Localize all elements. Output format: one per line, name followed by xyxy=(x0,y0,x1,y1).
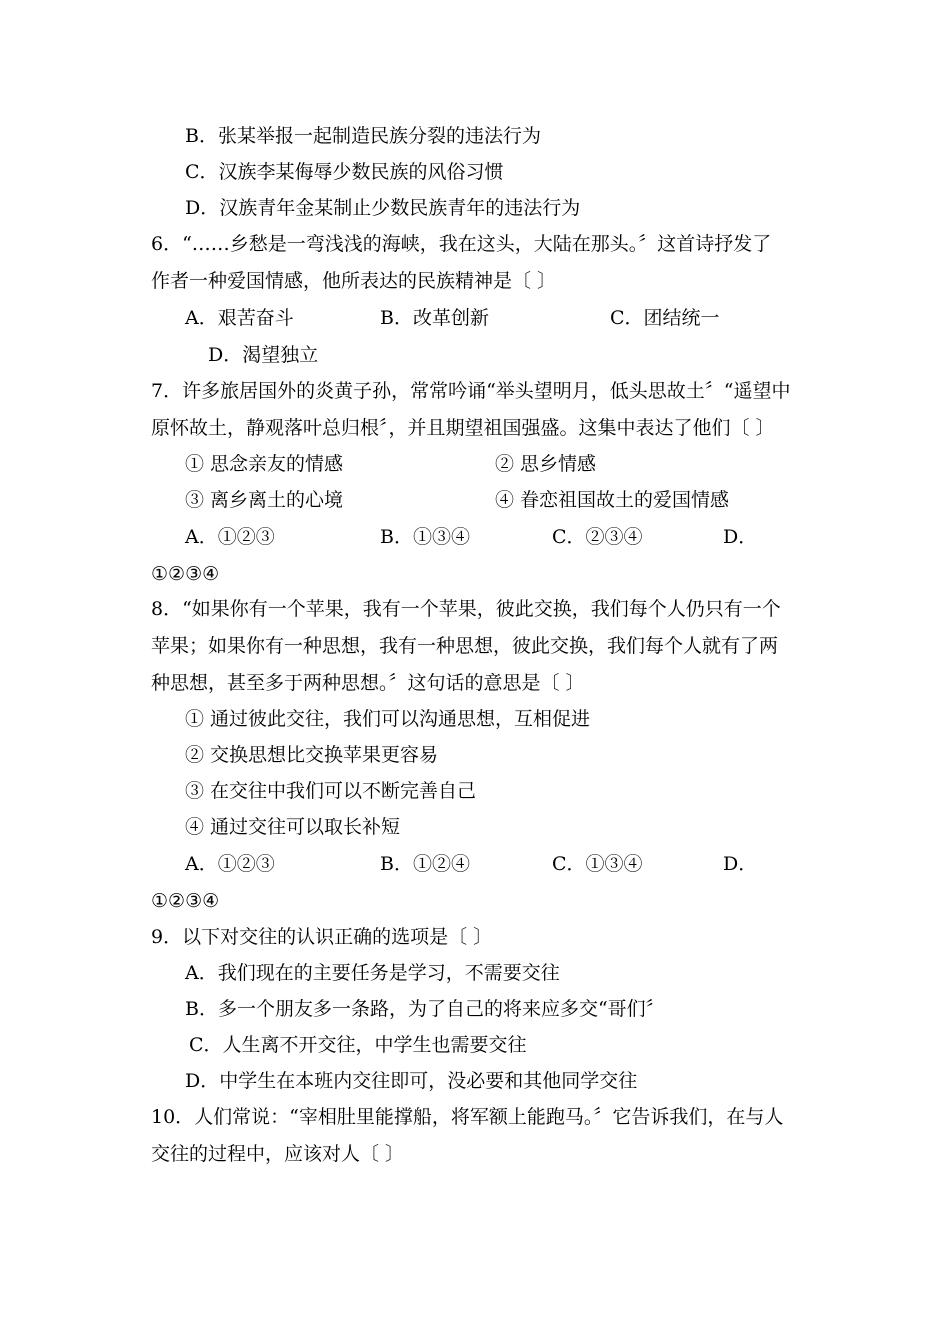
q8-stem-line-1: 8．“如果你有一个苹果，我有一个苹果，彼此交换，我们每个人仍只有一个 xyxy=(151,598,781,620)
q7-stem-line-1: 7．许多旅居国外的炎黄子孙，常常吟诵“举头望明月，低头思故土〞“遥望中 xyxy=(151,380,791,402)
q10-stem-line-1: 10．人们常说：“宰相肚里能撑船，将军额上能跑马。〞它告诉我们，在与人 xyxy=(151,1106,784,1128)
q7-item-2: ② 思乡情感 xyxy=(495,453,597,475)
q7-option-c: C．②③④ xyxy=(552,526,643,548)
q8-stem-line-3: 种思想，甚至多于两种思想。〞这句话的意思是〔 〕 xyxy=(151,672,585,694)
q8-option-c: C．①③④ xyxy=(552,853,643,875)
q8-item-1: ① 通过彼此交往，我们可以沟通思想，互相促进 xyxy=(185,708,591,730)
q8-stem-line-2: 苹果；如果你有一种思想，我有一种思想，彼此交换，我们每个人就有了两 xyxy=(151,635,779,657)
q7-option-d-value: ①②③④ xyxy=(151,563,220,585)
q7-stem-line-2: 原怀故土，静观落叶总归根〞，并且期望祖国强盛。这集中表达了他们〔 〕 xyxy=(151,417,775,439)
q10-stem-line-2: 交往的过程中，应该对人〔 〕 xyxy=(151,1143,405,1165)
q8-item-2: ② 交换思想比交换苹果更容易 xyxy=(185,744,439,766)
q8-item-3: ③ 在交往中我们可以不断完善自己 xyxy=(185,780,477,802)
q6-option-c: C．团结统一 xyxy=(610,307,720,329)
q9-stem: 9．以下对交往的认识正确的选项是〔 〕 xyxy=(151,926,493,948)
q6-option-a: A．艰苦奋斗 xyxy=(185,307,294,329)
q5-option-d: D．汉族青年金某制止少数民族青年的违法行为 xyxy=(185,197,581,219)
q9-option-a: A．我们现在的主要任务是学习，不需要交往 xyxy=(185,962,560,984)
q8-option-d-value: ①②③④ xyxy=(151,890,220,912)
q5-option-c: C．汉族李某侮辱少数民族的风俗习惯 xyxy=(185,161,504,183)
q6-option-b: B．改革创新 xyxy=(380,307,489,329)
q6-stem-line-1: 6．“……乡愁是一弯浅浅的海峡，我在这头，大陆在那头。〞这首诗抒发了 xyxy=(151,233,772,255)
q9-option-b: B．多一个朋友多一条路，为了自己的将来应多交“哥们〞 xyxy=(185,998,665,1020)
q5-option-b: B．张某举报一起制造民族分裂的违法行为 xyxy=(185,125,541,147)
q8-option-a: A．①②③ xyxy=(185,853,275,875)
q7-option-b: B．①③④ xyxy=(380,526,470,548)
q8-option-b: B．①②④ xyxy=(380,853,470,875)
q8-item-4: ④ 通过交往可以取长补短 xyxy=(185,816,401,838)
q6-option-d: D．渴望独立 xyxy=(208,344,319,366)
q7-item-3: ③ 离乡离土的心境 xyxy=(185,489,344,511)
q6-stem-line-2: 作者一种爱国情感，他所表达的民族精神是〔 〕 xyxy=(151,270,557,292)
q7-item-4: ④ 眷恋祖国故土的爱国情感 xyxy=(495,489,730,511)
q9-option-c: C．人生离不开交往，中学生也需要交往 xyxy=(189,1034,527,1056)
q8-option-d-label: D． xyxy=(723,853,758,875)
q7-option-d-label: D． xyxy=(723,526,758,548)
q7-option-a: A．①②③ xyxy=(185,526,275,548)
q9-option-d: D．中学生在本班内交往即可，没必要和其他同学交往 xyxy=(185,1070,638,1092)
q7-item-1: ① 思念亲友的情感 xyxy=(185,453,344,475)
